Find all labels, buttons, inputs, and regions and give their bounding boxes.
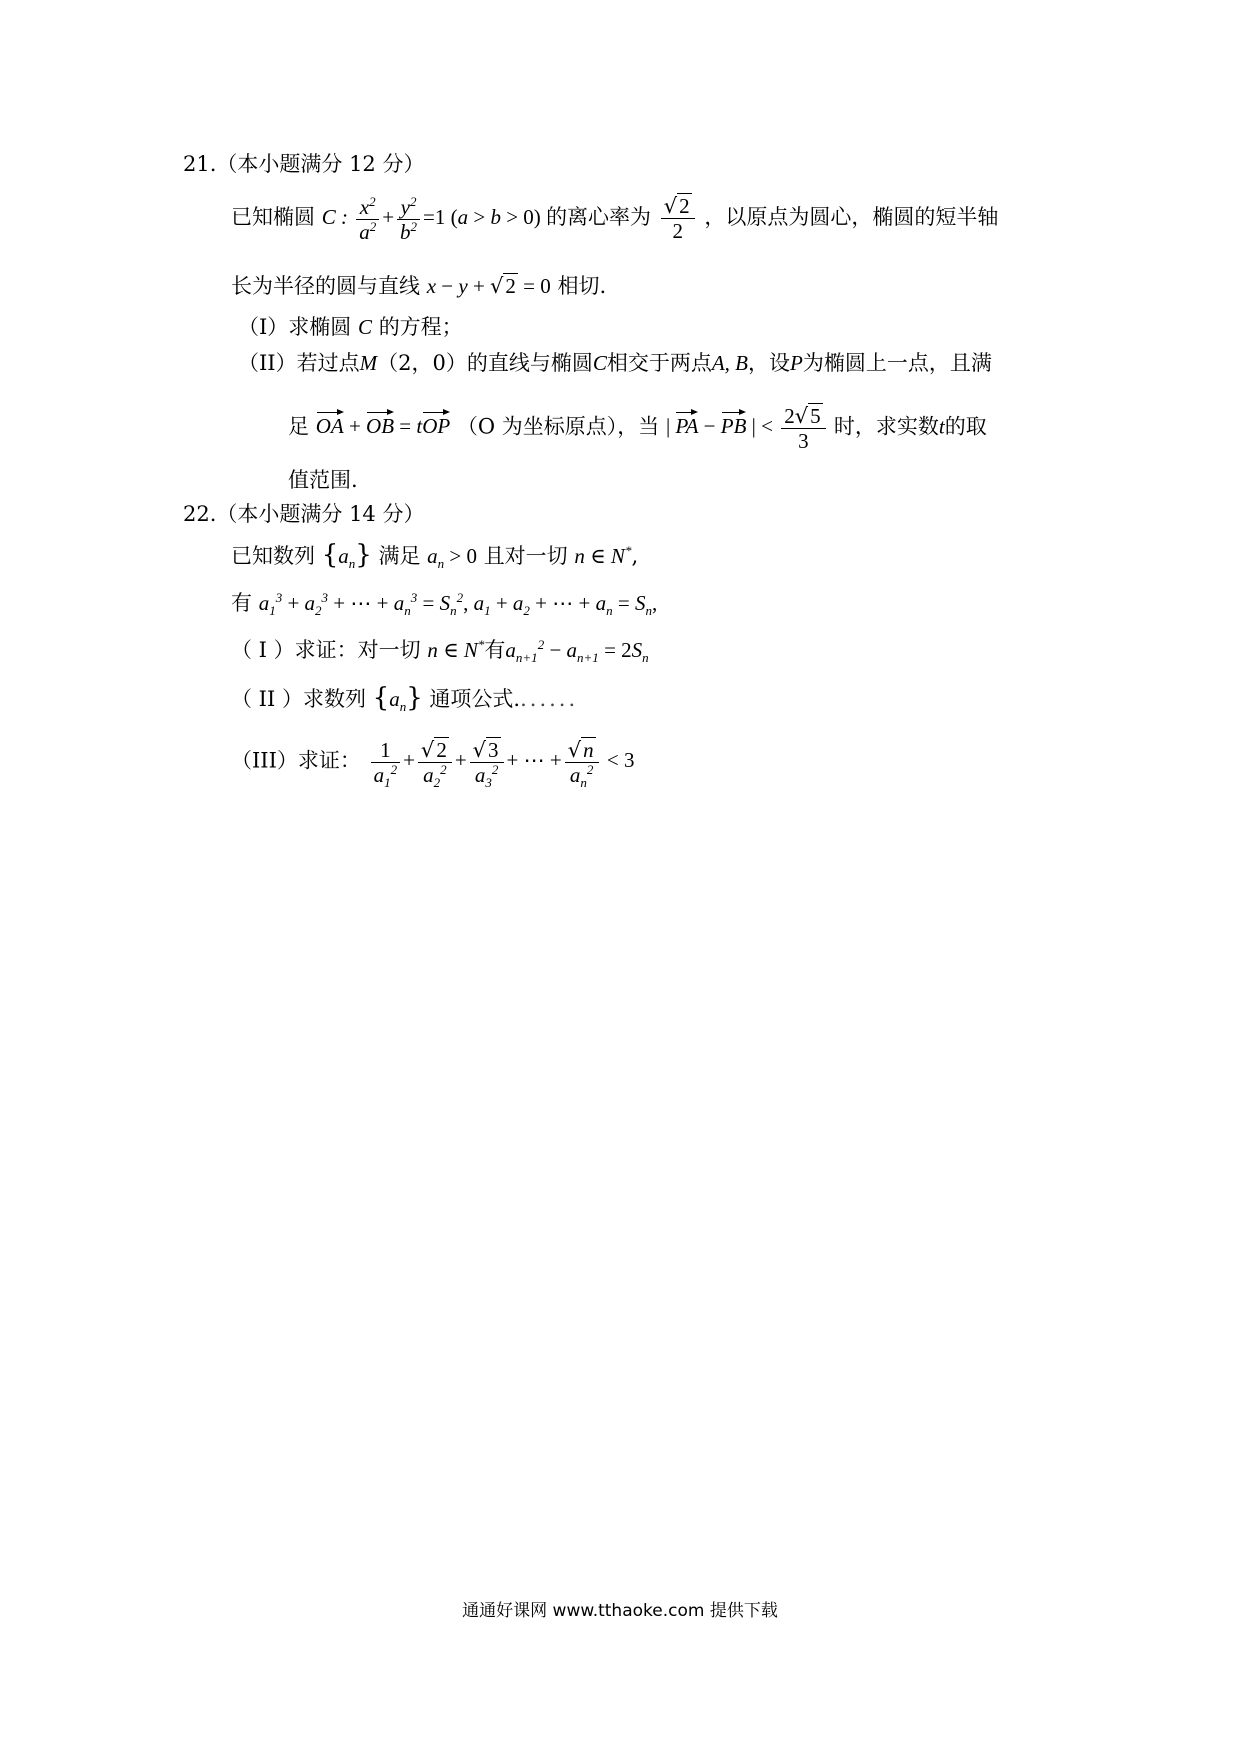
q21-part1: （I）求椭圆 C 的方程； xyxy=(238,315,463,339)
q21-intro-prefix: 已知椭圆 xyxy=(231,205,315,230)
q21-line2: 长为半径的圆与直线 x − y + √2 = 0 相切. xyxy=(231,274,607,298)
q21-header: 21.（本小题满分 12 分） xyxy=(183,152,425,176)
q21-intro-suffix: ，以原点为圆心，椭圆的短半轴 xyxy=(704,205,999,230)
q21-eccentricity-text: 的离心率为 xyxy=(546,205,652,230)
sum-of-cubes-equation: $a_1^3 + a_2^3$ + ⋯ + $a_n^3 = S_n^2$, $a_1 + a_2$ + ⋯ + $a_n = S_n$, xyxy=(258,590,658,619)
q21-part2: （II）若过点M（2，0）的直线与椭圆C相交于两点A, B，设P为椭圆上一点，且满 xyxy=(238,351,992,375)
q21-line6: 足 OA + OB = tOP （O 为坐标原点），当 | PA − PB | < $\frac{2√5}{3}$ 时，求实数t的取 xyxy=(288,404,987,454)
inequality-sum: $\frac{1}{a_1^2}$ + $\frac{√2}{a_2^2}$ + $\frac{√3}{a_3^2}$ + ⋯ + $\frac{√n}{a_n^2}$ < 3 xyxy=(368,748,635,772)
q22-part1: （ I ）求证：对一切 n ∈ N*有$a_{n+1}^2 - a_{n+1} = 2S_n$ xyxy=(231,637,649,666)
q22-part3: （III）求证： $\frac{1}{a_1^2}$ + $\frac{√2}{a_2^2}$ + $\frac{√3}{a_3^2}$ + ⋯ + $\frac{√n}{a_n^2}$ < 3 xyxy=(231,738,635,791)
q21-line7: 值范围. xyxy=(288,468,358,492)
q21-intro-line xyxy=(231,194,998,244)
q22-line1: 已知数列 $\{a_n\}$ 满足 $a_n > 0$ 且对一切 n ∈ N*, xyxy=(231,540,639,572)
q22-part2: （ II ）求数列 $\{a_n\}$ 通项公式....... xyxy=(231,683,579,715)
ellipse-equation: C : $\frac{x^2}{a^2}$ + $\frac{y^2}{b^2}$ =1 (a > b > 0) xyxy=(321,193,541,244)
tangent-line-equation: x − y + √2 = 0 xyxy=(426,274,551,298)
page-footer: 通通好课网 www.tthaoke.com 提供下载 xyxy=(462,1601,778,1621)
q22-line2: 有 $a_1^3 + a_2^3$ + ⋯ + $a_n^3 = S_n^2$, $a_1 + a_2$ + ⋯ + $a_n = S_n$, xyxy=(231,590,658,619)
vector-equation: OA + OB = tOP xyxy=(316,414,451,438)
eccentricity-value: $\frac{√2}{2}$ xyxy=(661,194,695,243)
q22-header: 22.（本小题满分 14 分） xyxy=(183,502,425,526)
vector-inequality: | PA − PB | < $\frac{2√5}{3}$ xyxy=(666,414,834,438)
